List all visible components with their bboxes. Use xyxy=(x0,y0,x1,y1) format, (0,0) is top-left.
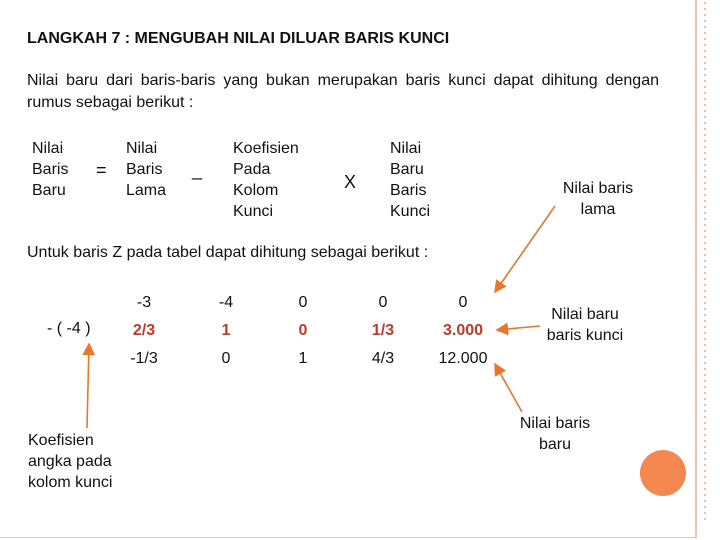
new-row-cell: 1 xyxy=(298,350,308,367)
formula-line: Baris xyxy=(126,161,163,178)
multiplier-label: - ( -4 ) xyxy=(47,320,91,337)
old-row-cell: -3 xyxy=(136,294,152,311)
formula-times: X xyxy=(344,172,357,192)
formula-line: Baris xyxy=(32,161,69,178)
arrow-key-row xyxy=(497,326,540,330)
old-row-cell: 0 xyxy=(458,294,468,311)
note-line: Nilai baris xyxy=(562,180,634,197)
note-line: Nilai baru xyxy=(551,306,619,323)
key-row-cell: 1/3 xyxy=(371,322,395,339)
note-line: Nilai baris xyxy=(519,415,591,432)
formula-line: Baru xyxy=(390,161,424,178)
arrow-new-row xyxy=(495,364,522,412)
formula-line: Nilai xyxy=(390,140,422,157)
formula-line: Koefisien xyxy=(233,140,299,157)
key-row-cell: 1 xyxy=(221,322,231,339)
key-row-cell: 3.000 xyxy=(442,322,484,339)
note-line: kolom kunci xyxy=(28,474,113,491)
old-row-cell: 0 xyxy=(298,294,308,311)
formula-line: Kunci xyxy=(233,203,274,220)
key-row-cell: 0 xyxy=(298,322,308,339)
new-row-cell: -1/3 xyxy=(130,350,158,367)
formula-line: Lama xyxy=(126,182,167,199)
arrow-coefficient xyxy=(87,344,89,428)
old-row-cell: -4 xyxy=(218,294,234,311)
note-line: Koefisien xyxy=(28,432,94,449)
arrow-old-row xyxy=(495,206,555,292)
new-row-cell: 12.000 xyxy=(438,350,488,367)
formula-line: Baris xyxy=(390,182,427,199)
formula-line: Baru xyxy=(32,182,66,199)
formula-equals: = xyxy=(96,160,107,180)
formula-line: Kunci xyxy=(390,203,431,220)
formula-line: Kolom xyxy=(233,182,279,199)
formula-line: Pada xyxy=(233,161,271,178)
new-row-cell: 4/3 xyxy=(371,350,395,367)
page-title: LANGKAH 7 : MENGUBAH NILAI DILUAR BARIS KUNCI xyxy=(27,30,450,47)
formula-line: Nilai xyxy=(32,140,64,157)
note-line: lama xyxy=(580,201,616,218)
decorative-circle xyxy=(640,450,686,496)
formula-minus: _ xyxy=(192,160,203,180)
note-line: baris kunci xyxy=(546,327,624,344)
old-row-cell: 0 xyxy=(378,294,388,311)
note-line: baru xyxy=(538,436,572,453)
intro-text: Nilai baru dari baris-baris yang bukan merupakan baris kunci dapat dihitung dengan rumus sebagai berikut : xyxy=(27,72,659,111)
new-row-cell: 0 xyxy=(221,350,231,367)
formula-line: Nilai xyxy=(126,140,158,157)
note-line: angka pada xyxy=(28,453,112,470)
key-row-cell: 2/3 xyxy=(132,322,156,339)
subtitle-text: Untuk baris Z pada tabel dapat dihitung sebagai berikut : xyxy=(27,244,429,261)
